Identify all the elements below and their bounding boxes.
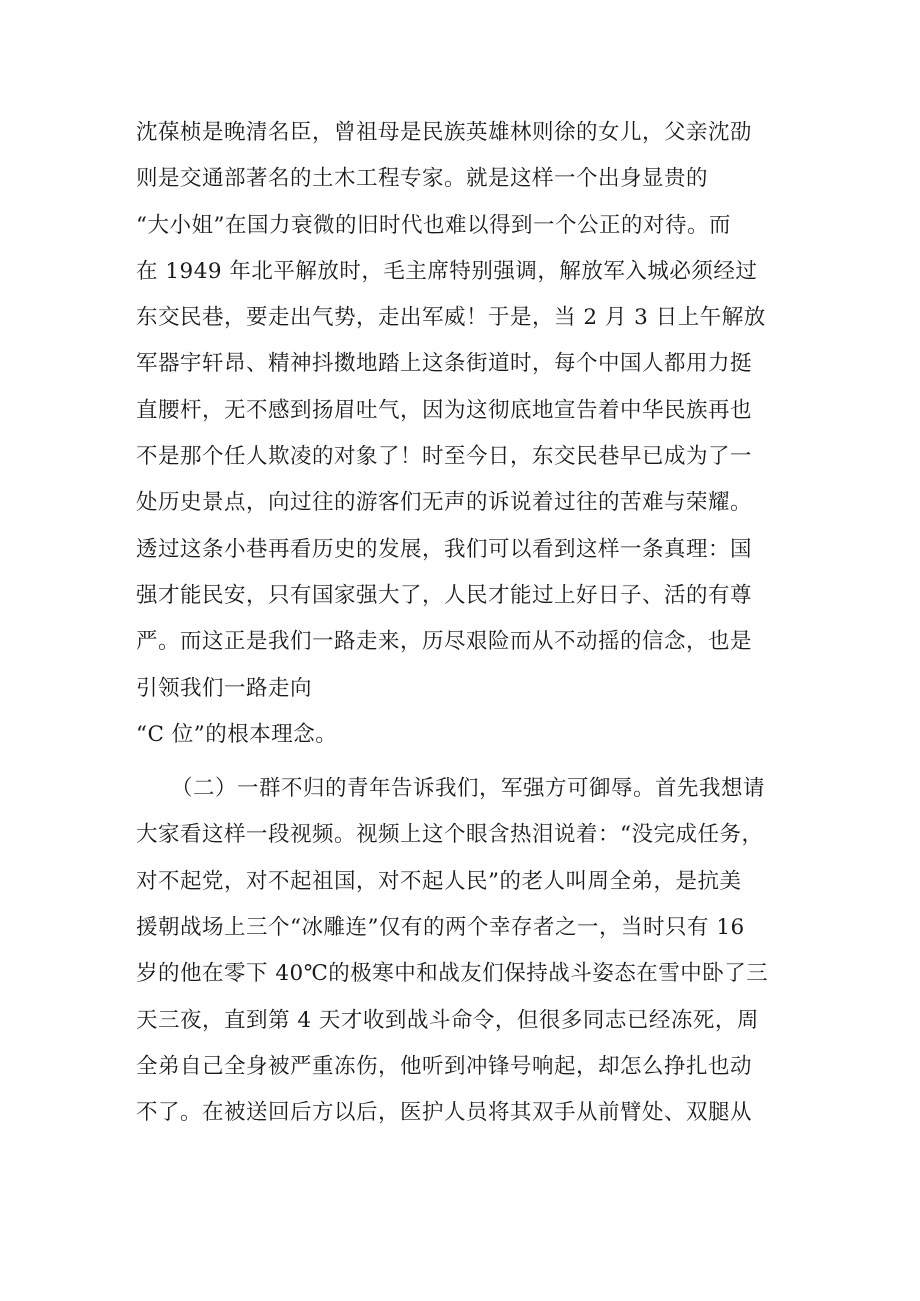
paragraph-spacer xyxy=(136,758,796,766)
text-line: 对不起党，对不起祖国，对不起人民”的老人叫周全弟，是抗美 xyxy=(136,868,742,894)
text-line: 在 1949 年北平解放时，毛主席特别强调，解放军入城必须经过 xyxy=(136,258,758,284)
document-body xyxy=(136,110,796,1137)
text-line: 直腰杆，无不感到扬眉吐气，因为这彻底地宣告着中华民族再也 xyxy=(136,397,753,423)
text-line: 援朝战场上三个“冰雕连”仅有的两个幸存者之一，当时只有 16 xyxy=(136,915,745,941)
text-line: “大小姐”在国力衰微的旧时代也难以得到一个公正的对待。而 xyxy=(136,212,731,238)
paragraph-2 xyxy=(136,766,796,1136)
text-line: 处历史景点，向过往的游客们无声的诉说着过往的苦难与荣耀。 xyxy=(136,490,753,516)
text-line: 全弟自己全身被严重冻伤，他听到冲锋号响起，却怎么挣扎也动 xyxy=(136,1053,753,1079)
text-line: 透过这条小巷再看历史的发展，我们可以看到这样一条真理：国 xyxy=(136,536,753,562)
text-line: 强才能民安，只有国家强大了，人民才能过上好日子、活的有尊 xyxy=(136,582,753,608)
text-line: 引领我们一路走向 xyxy=(136,675,313,701)
paragraph-1 xyxy=(136,110,796,758)
text-line: 大家看这样一段视频。视频上这个眼含热泪说着：“没完成任务， xyxy=(136,822,764,848)
text-line: 东交民巷，要走出气势，走出军威！于是，当 2 月 3 日上午解放 xyxy=(136,305,766,331)
text-line: 则是交通部著名的土木工程专家。就是这样一个出身显贵的 xyxy=(136,166,709,192)
text-line: 不是那个任人欺凌的对象了！时至今日，东交民巷早已成为了一 xyxy=(136,444,753,470)
text-line: 天三夜，直到第 4 天才收到战斗命令，但很多同志已经冻死，周 xyxy=(136,1007,759,1033)
text-line: 严。而这正是我们一路走来，历尽艰险而从不动摇的信念，也是 xyxy=(136,629,753,655)
text-line: 军器宇轩昂、精神抖擞地踏上这条街道时，每个中国人都用力挺 xyxy=(136,351,753,377)
text-line-indented: （二）一群不归的青年告诉我们，军强方可御辱。首先我想请 xyxy=(171,776,766,802)
text-line: 岁的他在零下 40℃的极寒中和战友们保持战斗姿态在雪中卧了三 xyxy=(136,961,769,987)
text-line: “C 位”的根本理念。 xyxy=(136,721,338,747)
text-line: 不了。在被送回后方以后，医护人员将其双手从前臂处、双腿从 xyxy=(136,1100,753,1126)
text-line: 沈葆桢是晚清名臣，曾祖母是民族英雄林则徐的女儿，父亲沈劭 xyxy=(136,120,753,145)
